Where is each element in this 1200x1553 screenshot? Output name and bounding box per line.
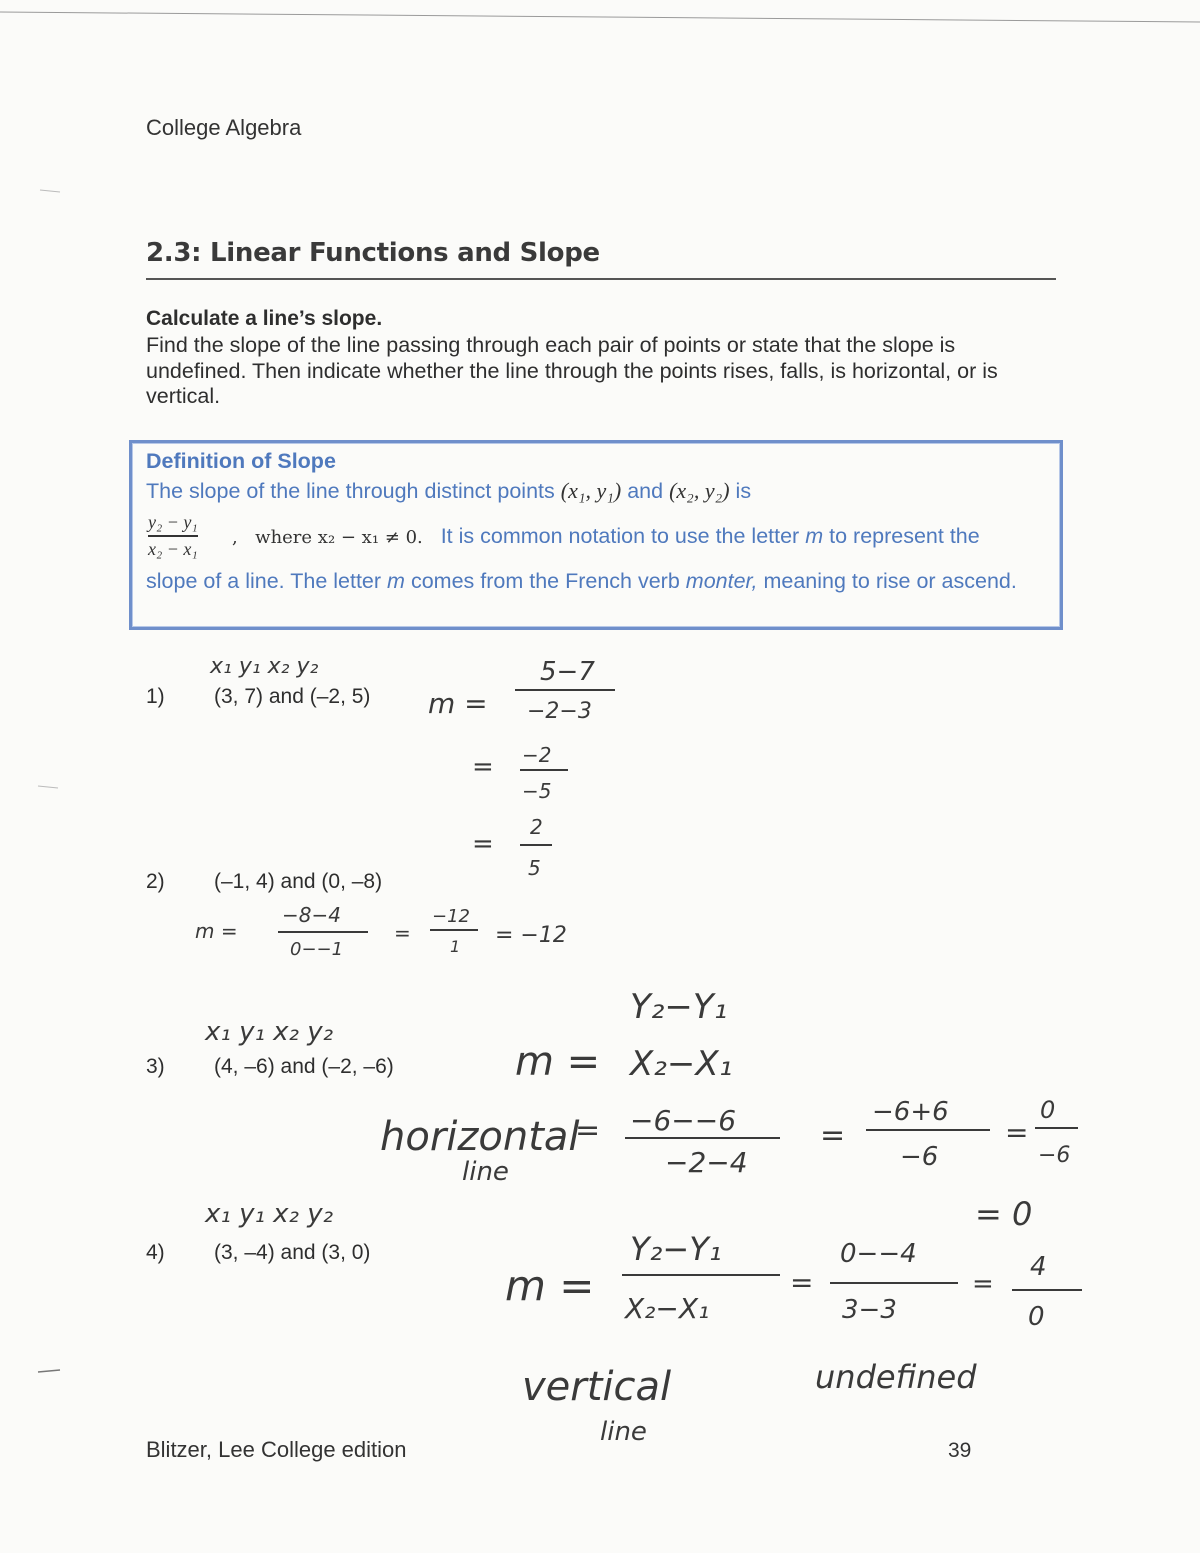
objective-heading: Calculate a line’s slope. <box>146 307 383 330</box>
letter-m: m <box>805 524 824 548</box>
hw-p3-f2-num: −6+6 <box>872 1097 949 1127</box>
hw-p3-horizontal: horizontal <box>380 1114 580 1160</box>
problem-1-points: (3, 7) and (–2, 5) <box>214 685 371 708</box>
hw-p3-formula-num: Y₂−Y₁ <box>630 987 728 1027</box>
problem-3-number: 3) <box>146 1055 165 1078</box>
hw-p2-f2-den: 1 <box>450 937 461 956</box>
hw-p4-line: line <box>600 1417 647 1447</box>
hw-p4-undefined: undefined <box>815 1358 977 1396</box>
scan-mark <box>38 786 58 788</box>
hw-p4-eq1: = <box>790 1266 814 1299</box>
hw-p1-f3-den: 5 <box>528 856 541 880</box>
line4-b: comes from the French verb <box>410 569 680 593</box>
hw-p2-result: = −12 <box>495 923 567 948</box>
hw-p1-f3-num: 2 <box>530 815 543 839</box>
hw-p3-line: line <box>462 1157 509 1187</box>
hw-p4-eq2: = <box>972 1269 994 1299</box>
objective-instructions: Find the slope of the line passing through each pair of points or state that the slope is undefined. Then indicate whether the line through the points rises, falls, is horizontal, or is vertical. <box>146 333 998 408</box>
hw-p2-m: m = <box>195 919 238 943</box>
hw-p1-eq2: = <box>472 752 494 782</box>
hw-p4-f1-den: 3−3 <box>842 1295 897 1325</box>
hw-p3-eq2: = <box>820 1118 846 1153</box>
hw-labels-p1: x₁ y₁ x₂ y₂ <box>210 654 319 679</box>
hw-p3-f1-den: −2−4 <box>665 1146 748 1179</box>
slope-fraction-numerator: y₂ − y₁ <box>148 512 198 532</box>
hw-p2-eq: = <box>394 921 411 945</box>
hw-p2-f1-num: −8−4 <box>282 903 341 927</box>
point-1: (x₁, y₁) <box>560 478 622 503</box>
hw-p3-eq3: = <box>1005 1116 1029 1149</box>
hw-p4-f2-den: 0 <box>1028 1302 1045 1332</box>
hw-p4-m: m = <box>505 1261 595 1310</box>
hw-p1-eq3: = <box>472 829 494 859</box>
where-condition: where x₂ − x₁ ≠ 0. <box>255 527 423 548</box>
definition-line-3: , where x₂ − x₁ ≠ 0. It is common notation to use the letter m to represent the <box>232 524 980 548</box>
definition-and: and <box>627 479 664 503</box>
hw-p3-result: = 0 <box>975 1195 1033 1233</box>
problem-2-points: (–1, 4) and (0, –8) <box>214 870 383 893</box>
letter-m-2: m <box>387 569 405 593</box>
line4-c: meaning to rise or ascend. <box>763 569 1017 593</box>
french-verb: monter, <box>685 569 758 593</box>
scan-mark <box>38 1370 60 1372</box>
hw-p1-f2-den: −5 <box>522 779 552 803</box>
problem-4-points: (3, –4) and (3, 0) <box>214 1241 371 1264</box>
footer-source: Blitzer, Lee College edition <box>146 1437 407 1462</box>
scan-mark <box>40 190 60 192</box>
line4-a: slope of a line. The letter <box>146 569 382 593</box>
hw-labels-p3: x₁ y₁ x₂ y₂ <box>205 1017 334 1047</box>
page-number: 39 <box>948 1439 972 1462</box>
hw-p1-f1-den: −2−3 <box>527 699 592 724</box>
hw-p3-f3-num: 0 <box>1040 1096 1056 1124</box>
problem-4-number: 4) <box>146 1241 165 1264</box>
problem-1-number: 1) <box>146 685 165 708</box>
definition-title: Definition of Slope <box>146 449 336 473</box>
hw-p2-f1-den: 0−−1 <box>290 939 344 960</box>
problem-3-points: (4, –6) and (–2, –6) <box>214 1055 394 1078</box>
hw-p4-formula-num: Y₂−Y₁ <box>630 1230 722 1268</box>
hw-p4-formula-den: X₂−X₁ <box>625 1292 710 1325</box>
course-header: College Algebra <box>146 115 302 140</box>
hw-p2-f2-num: −12 <box>432 906 470 927</box>
hw-p1-f1-num: 5−7 <box>540 657 595 687</box>
hw-p1-m: m = <box>428 687 488 720</box>
hw-p3-f3-den: −6 <box>1038 1143 1071 1168</box>
common-notation-b: to represent the <box>829 524 980 548</box>
definition-is: is <box>735 479 752 503</box>
definition-text: The slope of the line through distinct points <box>146 479 555 503</box>
hw-p3-formula-den: X₂−X₁ <box>630 1044 733 1084</box>
hw-labels-p4: x₁ y₁ x₂ y₂ <box>205 1199 334 1229</box>
point-2: (x₂, y₂) <box>669 478 730 503</box>
slope-fraction-denominator: x₂ − x₁ <box>148 538 198 559</box>
common-notation-a: It is common notation to use the letter <box>440 524 800 548</box>
problem-2-number: 2) <box>146 870 165 893</box>
hw-p4-vertical: vertical <box>522 1364 672 1410</box>
hw-p4-f1-num: 0−−4 <box>840 1239 917 1269</box>
section-title: 2.3: Linear Functions and Slope <box>146 238 600 268</box>
hw-p3-eq1: = <box>575 1113 601 1148</box>
hw-p1-f2-num: −2 <box>522 743 552 767</box>
hw-p3-f2-den: −6 <box>900 1142 939 1172</box>
hw-p3-m: m = <box>515 1039 601 1085</box>
hw-p3-f1-num: −6−−6 <box>630 1104 737 1137</box>
hw-p4-f2-num: 4 <box>1030 1252 1047 1282</box>
